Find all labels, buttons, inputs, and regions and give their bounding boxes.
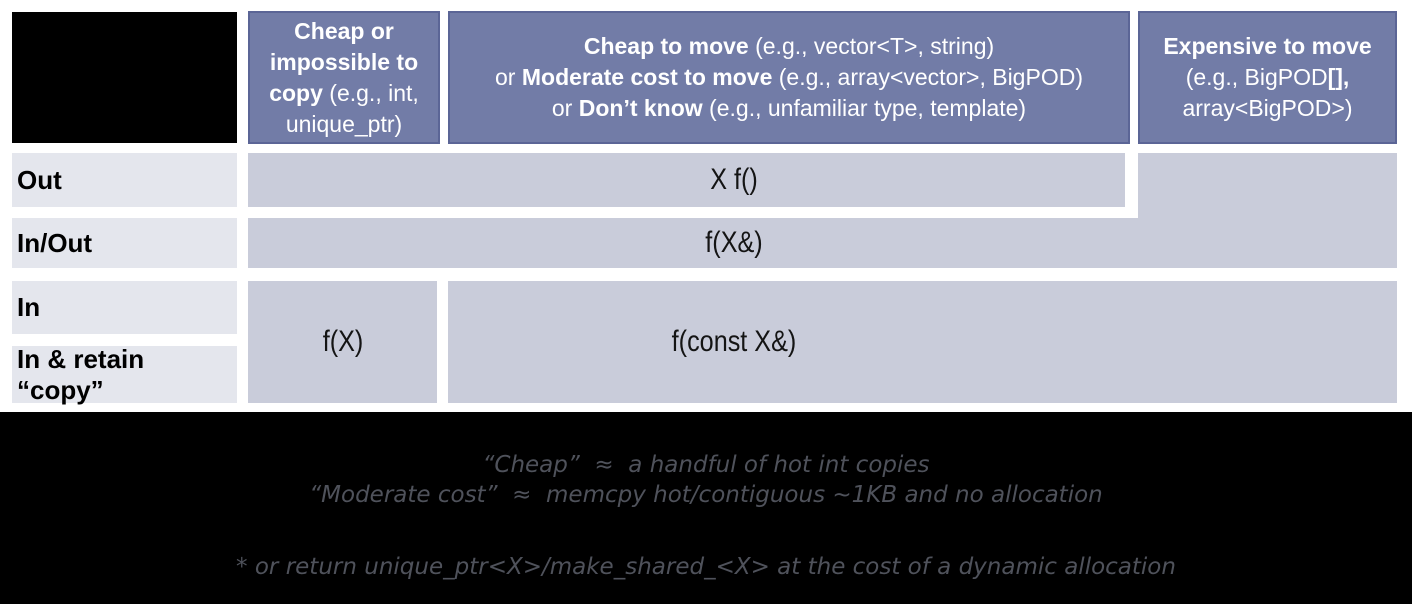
footnote-return-unique-ptr: * or return unique_ptr<X>/make_shared_<X> at the cost of a dynamic allocation xyxy=(236,554,1176,580)
column-header-cheap-or-impossible-to-copy: Cheap or impossible to copy (e.g., int, unique_ptr) xyxy=(248,11,440,144)
column-header-expensive-to-move: Expensive to move (e.g., BigPOD[], array<BigPOD>) xyxy=(1138,11,1397,144)
row-label-in: In xyxy=(12,281,237,334)
footnote-moderate-cost-definition: “Moderate cost” ≈ memcpy hot/contiguous ~1KB and no allocation xyxy=(309,482,1103,508)
cell-in-out-reference xyxy=(248,218,1397,268)
footnote-cheap-definition: “Cheap” ≈ a handful of hot int copies xyxy=(482,452,930,478)
table-corner-black-box xyxy=(12,12,237,143)
cell-in-by-const-reference-code: f(const X&) xyxy=(671,325,797,358)
cell-in-by-value-code: f(X) xyxy=(322,325,363,358)
cell-in-by-value xyxy=(248,281,437,403)
cell-in-out-code: f(X&) xyxy=(705,226,763,259)
row-label-out: Out xyxy=(12,153,237,207)
cell-in-by-const-reference xyxy=(448,281,1397,403)
row-label-in-out: In/Out xyxy=(12,218,237,268)
cell-out-return-by-value xyxy=(248,153,1125,207)
cell-out-code: X f() xyxy=(710,163,758,196)
footnote-panel xyxy=(0,412,1412,604)
row-label-in-retain-copy: In & retain “copy” xyxy=(12,346,237,403)
column-header-cheap-moderate-or-unknown-move: Cheap to move (e.g., vector<T>, string) or Moderate cost to move (e.g., array<vector>, BigPOD) or Don’t know (e.g., unfamiliar type, template) xyxy=(448,11,1130,144)
